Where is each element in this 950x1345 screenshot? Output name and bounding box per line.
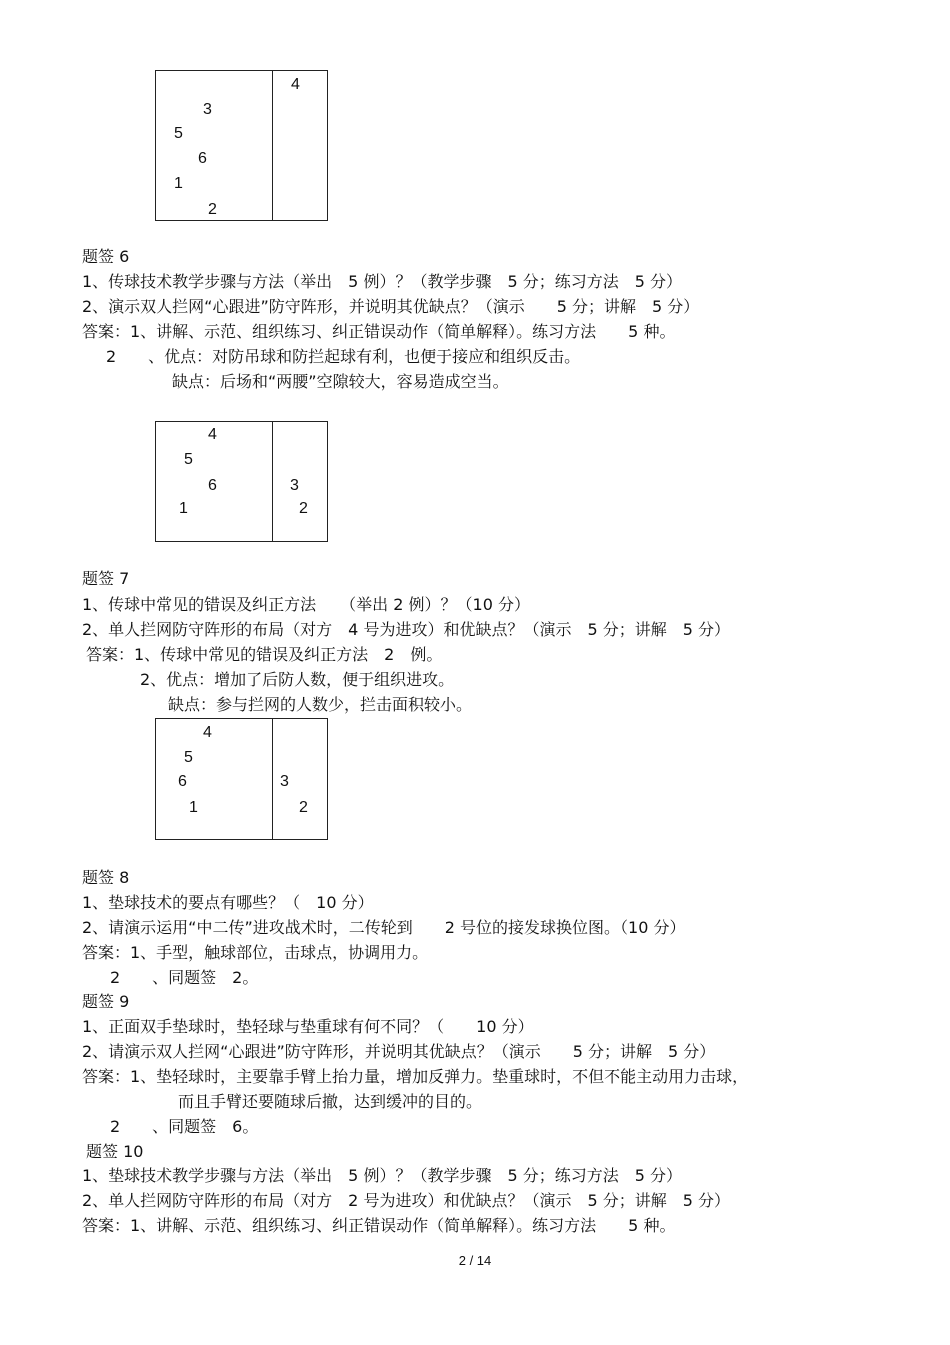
position-number: 3 (290, 477, 299, 494)
answer-line: 而且手臂还要随球后撤，达到缓冲的目的。 (178, 1092, 483, 1111)
page-number: 2 / 14 (458, 1253, 492, 1268)
position-number: 4 (208, 426, 217, 443)
question-1: 1、垫球技术的要点有哪些？（ 10 分） (82, 893, 374, 912)
court-diagram-2 (155, 421, 328, 542)
position-number: 3 (203, 101, 212, 118)
answer-line: 答案：1、讲解、示范、组织练习、纠正错误动作（简单解释）。练习方法 5 种。 (82, 322, 676, 341)
answer-line: 2、优点：增加了后防人数，便于组织进攻。 (140, 670, 455, 689)
net-line (272, 71, 273, 220)
position-number: 4 (291, 76, 300, 93)
position-number: 6 (178, 773, 187, 790)
question-1: 1、传球技术教学步骤与方法（举出 5 例）？（教学步骤 5 分；练习方法 5 分） (82, 272, 682, 291)
answer-line: 缺点：后场和“两腰”空隙较大，容易造成空当。 (172, 372, 509, 391)
question-title: 题签 6 (82, 247, 130, 266)
question-title: 题签 9 (82, 992, 130, 1011)
answer-line: 答案：1、传球中常见的错误及纠正方法 2 例。 (86, 645, 443, 664)
position-number: 1 (179, 500, 188, 517)
question-title: 题签 7 (82, 569, 130, 588)
answer-line: 2 、优点：对防吊球和防拦起球有利，也便于接应和组织反击。 (106, 347, 581, 366)
answer-line: 2 、同题签 2。 (110, 968, 259, 987)
net-line (272, 719, 273, 839)
question-title: 题签 10 (86, 1142, 144, 1161)
position-number: 6 (208, 477, 217, 494)
position-number: 1 (189, 799, 198, 816)
position-number: 5 (174, 125, 183, 142)
answer-line: 答案：1、讲解、示范、组织练习、纠正错误动作（简单解释）。练习方法 5 种。 (82, 1216, 676, 1235)
position-number: 5 (184, 451, 193, 468)
court-diagram-3 (155, 718, 328, 840)
question-1: 1、正面双手垫球时，垫轻球与垫重球有何不同？（ 10 分） (82, 1017, 534, 1036)
net-line (272, 422, 273, 541)
position-number: 1 (174, 175, 183, 192)
question-2: 2、单人拦网防守阵形的布局（对方 4 号为进攻）和优缺点？（演示 5 分；讲解 5 分） (82, 620, 730, 639)
question-1: 1、垫球技术教学步骤与方法（举出 5 例）？（教学步骤 5 分；练习方法 5 分） (82, 1166, 682, 1185)
answer-line: 答案：1、垫轻球时，主要靠手臂上抬力量，增加反弹力。垫重球时，不但不能主动用力击球， (82, 1067, 749, 1086)
position-number: 5 (184, 749, 193, 766)
question-1: 1、传球中常见的错误及纠正方法 （举出 2 例）？（10 分） (82, 595, 530, 614)
answer-line: 缺点：参与拦网的人数少，拦击面积较小。 (168, 695, 473, 714)
position-number: 2 (299, 799, 308, 816)
position-number: 4 (203, 724, 212, 741)
position-number: 2 (299, 500, 308, 517)
court-diagram-1 (155, 70, 328, 221)
position-number: 2 (208, 201, 217, 218)
question-title: 题签 8 (82, 868, 130, 887)
answer-line: 答案：1、手型，触球部位，击球点，协调用力。 (82, 943, 429, 962)
answer-line: 2 、同题签 6。 (110, 1117, 259, 1136)
question-2: 2、请演示双人拦网“心跟进”防守阵形，并说明其优缺点？（演示 5 分；讲解 5 分） (82, 1042, 716, 1061)
position-number: 3 (280, 773, 289, 790)
question-2: 2、单人拦网防守阵形的布局（对方 2 号为进攻）和优缺点？（演示 5 分；讲解 5 分） (82, 1191, 730, 1210)
question-2: 2、请演示运用“中二传”进攻战术时，二传轮到 2 号位的接发球换位图。（10 分） (82, 918, 686, 937)
question-2: 2、演示双人拦网“心跟进”防守阵形，并说明其优缺点？（演示 5 分；讲解 5 分） (82, 297, 700, 316)
position-number: 6 (198, 150, 207, 167)
